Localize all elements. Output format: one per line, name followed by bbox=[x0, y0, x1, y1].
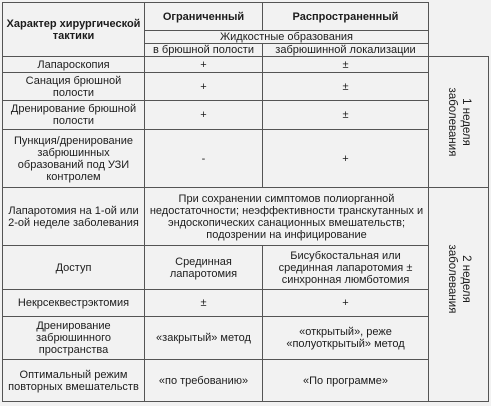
week2-label: 2 неделя заболевания bbox=[445, 244, 472, 313]
cell-widespread: ± bbox=[263, 57, 429, 73]
cell-widespread: + bbox=[263, 130, 429, 188]
cell-limited: + bbox=[145, 57, 263, 73]
table-row bbox=[3, 317, 489, 360]
surgical-tactics-table bbox=[2, 2, 489, 402]
cell-limited: «по требованию» bbox=[145, 360, 263, 402]
cell-widespread: + bbox=[263, 290, 429, 317]
header-corner bbox=[429, 3, 489, 57]
row-label: Дренирование брюшной полости bbox=[3, 101, 145, 130]
cell-limited: + bbox=[145, 73, 263, 101]
cell-widespread: «открытый», реже «полуоткрытый» метод bbox=[263, 317, 429, 360]
cell-limited: «закрытый» метод bbox=[145, 317, 263, 360]
header-fluid-retroperitoneal: забрюшинной локализации bbox=[263, 44, 429, 57]
header-row bbox=[3, 3, 489, 31]
table-row bbox=[3, 57, 489, 73]
table-row bbox=[3, 188, 489, 246]
row-label: Пункция/дренирование забрюшинных образований под УЗИ контролем bbox=[3, 130, 145, 188]
table-row bbox=[3, 101, 489, 130]
header-fluid: Жидкостные образования bbox=[145, 31, 429, 44]
row-label: Дренирование забрюшинного пространства bbox=[3, 317, 145, 360]
table-row bbox=[3, 73, 489, 101]
cell-limited: ± bbox=[145, 290, 263, 317]
row-label: Лапаротомия на 1-ой или 2-ой неделе заболевания bbox=[3, 188, 145, 246]
table-row bbox=[3, 290, 489, 317]
header-widespread: Распространенный bbox=[263, 3, 429, 31]
week1-cell bbox=[429, 57, 489, 188]
week1-label: 1 неделя заболевания bbox=[445, 87, 472, 157]
header-limited: Ограниченный bbox=[145, 3, 263, 31]
cell-widespread: Бисубкостальная или срединная лапаротомия ± синхронная люмботомия bbox=[263, 246, 429, 290]
row-label: Оптимальный режим повторных вмешательств bbox=[3, 360, 145, 402]
week2-cell bbox=[429, 188, 489, 402]
cell-limited: - bbox=[145, 130, 263, 188]
table-row bbox=[3, 246, 489, 290]
row-label: Лапароскопия bbox=[3, 57, 145, 73]
row-label: Некрсеквестрэктомия bbox=[3, 290, 145, 317]
cell-widespread: ± bbox=[263, 73, 429, 101]
cell-widespread: ± bbox=[263, 101, 429, 130]
cell-merged-indications: При сохранении симптомов полиорганной недостаточности; неэффективности транскутанных и эндоскопических санационных вмешательств; подозрении на инфицирование bbox=[145, 188, 429, 246]
cell-limited: + bbox=[145, 101, 263, 130]
table-row bbox=[3, 360, 489, 402]
header-tactics: Характер хирургической тактики bbox=[3, 3, 145, 57]
cell-widespread: «По программе» bbox=[263, 360, 429, 402]
header-fluid-abdominal: в брюшной полости bbox=[145, 44, 263, 57]
table-row bbox=[3, 130, 489, 188]
cell-limited: Срединная лапаротомия bbox=[145, 246, 263, 290]
row-label: Доступ bbox=[3, 246, 145, 290]
row-label: Санация брюшной полости bbox=[3, 73, 145, 101]
